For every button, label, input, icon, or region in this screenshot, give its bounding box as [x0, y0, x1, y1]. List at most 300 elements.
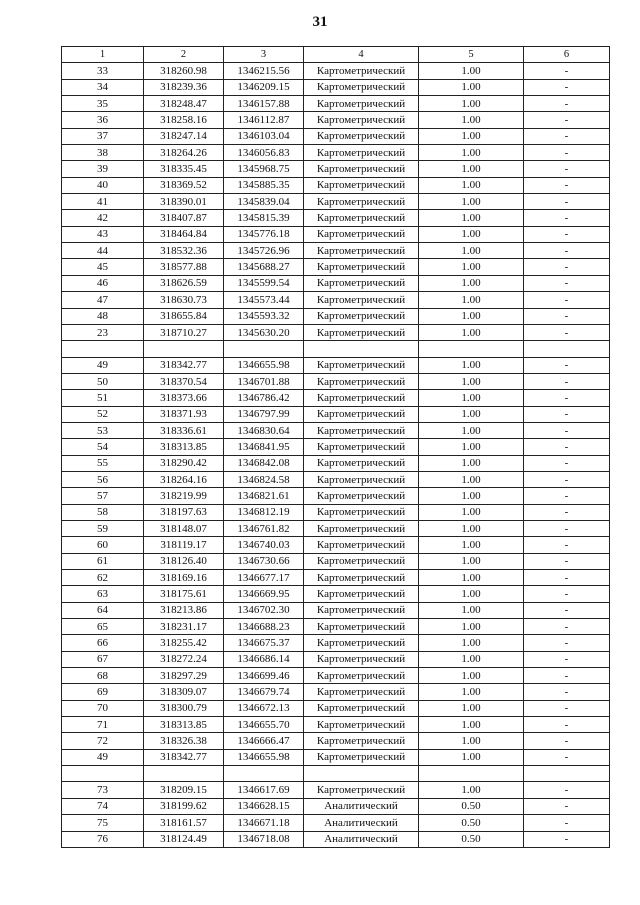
- table-cell: 318126.40: [144, 553, 224, 569]
- table-cell: 66: [62, 635, 144, 651]
- table-cell: -: [524, 439, 610, 455]
- table-cell: 1.00: [419, 668, 524, 684]
- table-cell: -: [524, 406, 610, 422]
- table-row: [62, 145, 610, 161]
- table-cell: 56: [62, 471, 144, 487]
- table-cell: Картометрический: [304, 619, 419, 635]
- table-cell: 1345726.96: [224, 243, 304, 259]
- table-cell: 1345776.18: [224, 226, 304, 242]
- table-cell: Аналитический: [304, 798, 419, 814]
- table-cell: 318219.99: [144, 488, 224, 504]
- table-cell: 1.00: [419, 308, 524, 324]
- table-cell: 1346112.87: [224, 112, 304, 128]
- table-cell: 1346841.95: [224, 439, 304, 455]
- table-cell: Картометрический: [304, 243, 419, 259]
- table-cell: 1345968.75: [224, 161, 304, 177]
- table-cell: -: [524, 733, 610, 749]
- table-cell: [419, 766, 524, 782]
- table-cell: 318407.87: [144, 210, 224, 226]
- table-cell: 49: [62, 357, 144, 373]
- table-row: [62, 488, 610, 504]
- table-cell: -: [524, 357, 610, 373]
- table-cell: [304, 341, 419, 357]
- table-body: [62, 63, 610, 848]
- table-row: [62, 128, 610, 144]
- table-cell: 1.00: [419, 504, 524, 520]
- table-cell: 43: [62, 226, 144, 242]
- table-cell: 1346215.56: [224, 63, 304, 79]
- table-cell: Аналитический: [304, 831, 419, 847]
- table-cell: 71: [62, 717, 144, 733]
- coordinates-table: [61, 46, 610, 848]
- table-cell: 318313.85: [144, 717, 224, 733]
- table-cell: 1.00: [419, 439, 524, 455]
- table-cell: 318290.42: [144, 455, 224, 471]
- table-cell: 53: [62, 422, 144, 438]
- table-cell: 1.00: [419, 700, 524, 716]
- table-cell: 1.00: [419, 390, 524, 406]
- table-cell: 1346655.98: [224, 749, 304, 765]
- table-cell: Картометрический: [304, 390, 419, 406]
- table-cell: 76: [62, 831, 144, 847]
- table-cell: 38: [62, 145, 144, 161]
- table-row: [62, 422, 610, 438]
- table-cell: 1.00: [419, 537, 524, 553]
- table-cell: 1.00: [419, 112, 524, 128]
- table-cell: 1.00: [419, 635, 524, 651]
- table-cell: 64: [62, 602, 144, 618]
- table-row: [62, 717, 610, 733]
- table-cell: 48: [62, 308, 144, 324]
- table-cell: 1346672.13: [224, 700, 304, 716]
- table-cell: Картометрический: [304, 63, 419, 79]
- table-cell: 49: [62, 749, 144, 765]
- table-cell: -: [524, 145, 610, 161]
- table-cell: -: [524, 324, 610, 340]
- table-cell: 1346666.47: [224, 733, 304, 749]
- table-cell: 1.00: [419, 602, 524, 618]
- column-header: 3: [224, 47, 304, 63]
- table-cell: 1.00: [419, 717, 524, 733]
- table-cell: 1346679.74: [224, 684, 304, 700]
- table-cell: 1.00: [419, 373, 524, 389]
- table-cell: 45: [62, 259, 144, 275]
- table-row: [62, 226, 610, 242]
- table-cell: Картометрический: [304, 79, 419, 95]
- table-cell: Картометрический: [304, 749, 419, 765]
- table-cell: -: [524, 635, 610, 651]
- table-cell: 1345688.27: [224, 259, 304, 275]
- column-header: 6: [524, 47, 610, 63]
- table-row: [62, 161, 610, 177]
- table-cell: 1.00: [419, 259, 524, 275]
- table-cell: -: [524, 292, 610, 308]
- table-cell: 1346671.18: [224, 815, 304, 831]
- table-cell: 69: [62, 684, 144, 700]
- table-row: [62, 79, 610, 95]
- table-row: [62, 439, 610, 455]
- table-cell: 1.00: [419, 422, 524, 438]
- table-cell: 1346628.15: [224, 798, 304, 814]
- table-row: [62, 406, 610, 422]
- table-cell: Картометрический: [304, 782, 419, 798]
- table-cell: 318209.15: [144, 782, 224, 798]
- table-cell: 1.00: [419, 520, 524, 536]
- table-cell: 318247.14: [144, 128, 224, 144]
- table-cell: 318161.57: [144, 815, 224, 831]
- page-number: 31: [312, 14, 328, 30]
- table-cell: 35: [62, 96, 144, 112]
- table-cell: [524, 766, 610, 782]
- table-cell: 1346812.19: [224, 504, 304, 520]
- table-cell: 318258.16: [144, 112, 224, 128]
- table-cell: 1346830.64: [224, 422, 304, 438]
- table-cell: 1345599.54: [224, 275, 304, 291]
- table-cell: 318342.77: [144, 357, 224, 373]
- table-cell: -: [524, 782, 610, 798]
- table-cell: 318342.77: [144, 749, 224, 765]
- column-header: 4: [304, 47, 419, 63]
- table-cell: -: [524, 390, 610, 406]
- table-cell: 1346821.61: [224, 488, 304, 504]
- table-cell: 68: [62, 668, 144, 684]
- table-cell: 42: [62, 210, 144, 226]
- table-cell: 70: [62, 700, 144, 716]
- table-cell: Картометрический: [304, 488, 419, 504]
- table-cell: [144, 341, 224, 357]
- table-cell: 1.00: [419, 177, 524, 193]
- table-cell: 1.00: [419, 733, 524, 749]
- table-cell: 1346209.15: [224, 79, 304, 95]
- table-cell: 318119.17: [144, 537, 224, 553]
- table-cell: 1.00: [419, 553, 524, 569]
- table-cell: -: [524, 749, 610, 765]
- table-cell: 39: [62, 161, 144, 177]
- table-row: [62, 520, 610, 536]
- table-cell: 1346677.17: [224, 570, 304, 586]
- table-cell: -: [524, 226, 610, 242]
- table-cell: 1.00: [419, 275, 524, 291]
- table-cell: 54: [62, 439, 144, 455]
- table-cell: 1346718.08: [224, 831, 304, 847]
- table-cell: -: [524, 275, 610, 291]
- table-cell: 41: [62, 194, 144, 210]
- table-cell: 1.00: [419, 96, 524, 112]
- table-cell: 0.50: [419, 798, 524, 814]
- table-cell: -: [524, 194, 610, 210]
- table-spacer-row: [62, 766, 610, 782]
- table-cell: -: [524, 602, 610, 618]
- table-cell: 318532.36: [144, 243, 224, 259]
- table-cell: 1.00: [419, 488, 524, 504]
- table-cell: 1.00: [419, 357, 524, 373]
- table-cell: 1.00: [419, 128, 524, 144]
- table-cell: -: [524, 259, 610, 275]
- table-cell: Картометрический: [304, 455, 419, 471]
- table-row: [62, 815, 610, 831]
- table-cell: 1.00: [419, 684, 524, 700]
- table-row: [62, 177, 610, 193]
- table-cell: 1.00: [419, 570, 524, 586]
- table-cell: 40: [62, 177, 144, 193]
- table-cell: [62, 341, 144, 357]
- table-cell: 318231.17: [144, 619, 224, 635]
- table-cell: 318264.16: [144, 471, 224, 487]
- table-cell: [524, 341, 610, 357]
- table-row: [62, 324, 610, 340]
- table-row: [62, 602, 610, 618]
- table-cell: [144, 766, 224, 782]
- table-cell: 59: [62, 520, 144, 536]
- table-cell: Аналитический: [304, 815, 419, 831]
- table-row: [62, 63, 610, 79]
- table-cell: 318260.98: [144, 63, 224, 79]
- table-cell: Картометрический: [304, 275, 419, 291]
- table-row: [62, 749, 610, 765]
- table-row: [62, 635, 610, 651]
- table-row: [62, 651, 610, 667]
- table-cell: 1346686.14: [224, 651, 304, 667]
- table-cell: Картометрический: [304, 570, 419, 586]
- table-cell: 33: [62, 63, 144, 79]
- table-cell: 1346675.37: [224, 635, 304, 651]
- table-cell: 1.00: [419, 161, 524, 177]
- table-cell: Картометрический: [304, 112, 419, 128]
- table-cell: 318390.01: [144, 194, 224, 210]
- table-cell: Картометрический: [304, 684, 419, 700]
- table-cell: Картометрический: [304, 210, 419, 226]
- table-cell: -: [524, 177, 610, 193]
- table-cell: 62: [62, 570, 144, 586]
- table-row: [62, 112, 610, 128]
- table-cell: [224, 766, 304, 782]
- table-cell: 318239.36: [144, 79, 224, 95]
- table-cell: 55: [62, 455, 144, 471]
- table-cell: 1.00: [419, 749, 524, 765]
- table-row: [62, 733, 610, 749]
- table-cell: 58: [62, 504, 144, 520]
- table-cell: 75: [62, 815, 144, 831]
- table-cell: 318370.54: [144, 373, 224, 389]
- table-row: [62, 684, 610, 700]
- table-cell: 1.00: [419, 226, 524, 242]
- table-cell: 1.00: [419, 471, 524, 487]
- table-row: [62, 455, 610, 471]
- table-cell: -: [524, 471, 610, 487]
- table-row: [62, 243, 610, 259]
- table-cell: 318313.85: [144, 439, 224, 455]
- table-cell: 1346669.95: [224, 586, 304, 602]
- table-cell: 1346701.88: [224, 373, 304, 389]
- table-cell: -: [524, 373, 610, 389]
- table-cell: 318169.16: [144, 570, 224, 586]
- table-cell: 1.00: [419, 324, 524, 340]
- table-cell: 1.00: [419, 406, 524, 422]
- table-cell: 1346702.30: [224, 602, 304, 618]
- table-cell: 1346103.04: [224, 128, 304, 144]
- table-cell: 1345885.35: [224, 177, 304, 193]
- table-cell: 23: [62, 324, 144, 340]
- table-cell: -: [524, 815, 610, 831]
- table-cell: 0.50: [419, 815, 524, 831]
- table-cell: Картометрический: [304, 145, 419, 161]
- table-cell: -: [524, 79, 610, 95]
- table-cell: 318248.47: [144, 96, 224, 112]
- table-cell: 67: [62, 651, 144, 667]
- table-cell: -: [524, 700, 610, 716]
- table-cell: 1.00: [419, 455, 524, 471]
- table-cell: [224, 341, 304, 357]
- table-cell: 1346730.66: [224, 553, 304, 569]
- table-cell: Картометрический: [304, 308, 419, 324]
- table-cell: 1345839.04: [224, 194, 304, 210]
- table-cell: -: [524, 619, 610, 635]
- table-cell: Картометрический: [304, 553, 419, 569]
- table-cell: 318577.88: [144, 259, 224, 275]
- table-row: [62, 782, 610, 798]
- table-cell: 1346157.88: [224, 96, 304, 112]
- table-row: [62, 390, 610, 406]
- table-header-row: [62, 47, 610, 63]
- table-cell: 318199.62: [144, 798, 224, 814]
- table-cell: -: [524, 488, 610, 504]
- table-cell: -: [524, 243, 610, 259]
- table-cell: 1345593.32: [224, 308, 304, 324]
- table-cell: 318255.42: [144, 635, 224, 651]
- table-cell: Картометрический: [304, 733, 419, 749]
- table-cell: Картометрический: [304, 586, 419, 602]
- table-cell: 72: [62, 733, 144, 749]
- table-cell: -: [524, 308, 610, 324]
- table-cell: 50: [62, 373, 144, 389]
- table-cell: 44: [62, 243, 144, 259]
- table-cell: Картометрический: [304, 668, 419, 684]
- table-cell: 318213.86: [144, 602, 224, 618]
- table-cell: -: [524, 586, 610, 602]
- table-cell: Картометрический: [304, 357, 419, 373]
- table-cell: 318630.73: [144, 292, 224, 308]
- table-cell: 1.00: [419, 782, 524, 798]
- table-cell: 57: [62, 488, 144, 504]
- table-cell: 1345573.44: [224, 292, 304, 308]
- table-cell: [419, 341, 524, 357]
- table-cell: Картометрический: [304, 96, 419, 112]
- table-cell: -: [524, 455, 610, 471]
- table-cell: 318297.29: [144, 668, 224, 684]
- table-cell: 0.50: [419, 831, 524, 847]
- table-cell: 1.00: [419, 586, 524, 602]
- table-cell: 1345815.39: [224, 210, 304, 226]
- table-cell: 1.00: [419, 145, 524, 161]
- table-cell: 1.00: [419, 79, 524, 95]
- table-row: [62, 471, 610, 487]
- table-cell: -: [524, 553, 610, 569]
- table-cell: 318148.07: [144, 520, 224, 536]
- table-cell: 47: [62, 292, 144, 308]
- table-row: [62, 553, 610, 569]
- table-cell: 1346761.82: [224, 520, 304, 536]
- table-cell: 46: [62, 275, 144, 291]
- table-cell: Картометрический: [304, 177, 419, 193]
- table-cell: 1346842.08: [224, 455, 304, 471]
- table-cell: 318326.38: [144, 733, 224, 749]
- table-cell: Картометрический: [304, 537, 419, 553]
- table-cell: 52: [62, 406, 144, 422]
- table-cell: 1346617.69: [224, 782, 304, 798]
- table-cell: 1.00: [419, 292, 524, 308]
- table-row: [62, 275, 610, 291]
- table-cell: Картометрический: [304, 717, 419, 733]
- table-cell: 318264.26: [144, 145, 224, 161]
- table-cell: 1.00: [419, 243, 524, 259]
- table-cell: Картометрический: [304, 635, 419, 651]
- table-cell: 318300.79: [144, 700, 224, 716]
- table-cell: Картометрический: [304, 520, 419, 536]
- table-row: [62, 96, 610, 112]
- table-cell: -: [524, 210, 610, 226]
- table-cell: -: [524, 161, 610, 177]
- table-cell: 1346797.99: [224, 406, 304, 422]
- table-row: [62, 194, 610, 210]
- table-cell: 318371.93: [144, 406, 224, 422]
- table-cell: 1.00: [419, 210, 524, 226]
- table-cell: -: [524, 537, 610, 553]
- table-cell: -: [524, 651, 610, 667]
- table-row: [62, 357, 610, 373]
- table-cell: 73: [62, 782, 144, 798]
- table-cell: 1.00: [419, 619, 524, 635]
- table-cell: Картометрический: [304, 471, 419, 487]
- table-row: [62, 373, 610, 389]
- column-header: 1: [62, 47, 144, 63]
- table-cell: Картометрический: [304, 226, 419, 242]
- table-cell: 1346655.70: [224, 717, 304, 733]
- table-cell: 1346056.83: [224, 145, 304, 161]
- table-cell: -: [524, 63, 610, 79]
- table-cell: -: [524, 96, 610, 112]
- table-cell: -: [524, 112, 610, 128]
- table-row: [62, 292, 610, 308]
- table-row: [62, 586, 610, 602]
- table-cell: 1346688.23: [224, 619, 304, 635]
- table-cell: -: [524, 570, 610, 586]
- table-cell: 1.00: [419, 63, 524, 79]
- table-cell: 1346824.58: [224, 471, 304, 487]
- table-cell: 34: [62, 79, 144, 95]
- table-cell: -: [524, 684, 610, 700]
- table-row: [62, 798, 610, 814]
- table-row: [62, 504, 610, 520]
- table-row: [62, 668, 610, 684]
- table-cell: 1345630.20: [224, 324, 304, 340]
- table-cell: 318710.27: [144, 324, 224, 340]
- table-cell: 1.00: [419, 651, 524, 667]
- table-cell: -: [524, 422, 610, 438]
- table-row: [62, 210, 610, 226]
- table-cell: 318373.66: [144, 390, 224, 406]
- table-cell: -: [524, 668, 610, 684]
- table-cell: 63: [62, 586, 144, 602]
- table-cell: Картометрический: [304, 422, 419, 438]
- table-cell: 318335.45: [144, 161, 224, 177]
- table-cell: Картометрический: [304, 194, 419, 210]
- table-cell: 318197.63: [144, 504, 224, 520]
- table-cell: 74: [62, 798, 144, 814]
- table-row: [62, 570, 610, 586]
- table-cell: Картометрический: [304, 602, 419, 618]
- table-row: [62, 700, 610, 716]
- table-cell: -: [524, 798, 610, 814]
